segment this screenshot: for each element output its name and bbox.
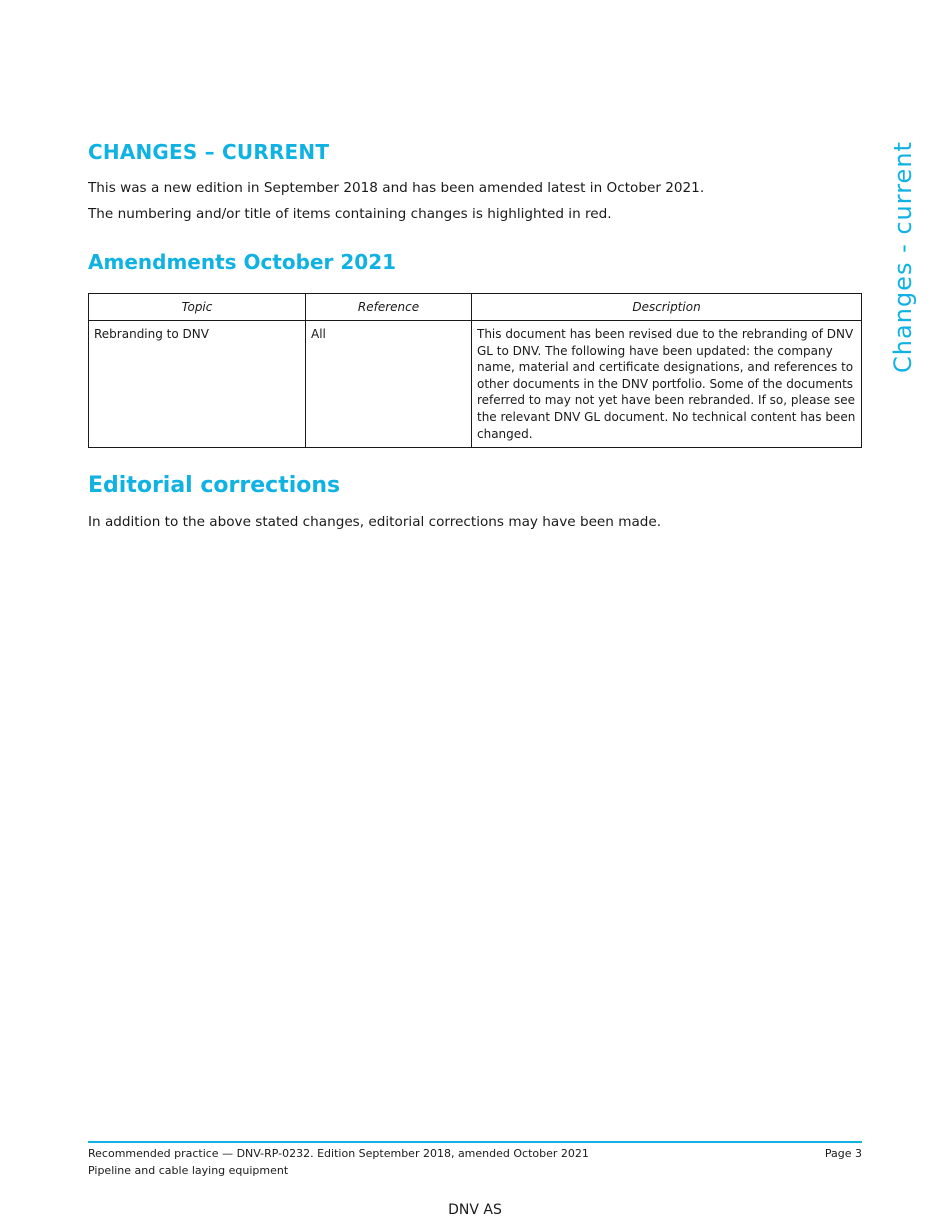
cell-topic: Rebranding to DNV [89,321,306,448]
intro-highlight-text: The numbering and/or title of items containing changes is highlighted in red. [88,206,612,222]
footer-divider [88,1141,862,1143]
editorial-heading: Editorial corrections [88,473,341,498]
footer-document-title: Pipeline and cable laying equipment [88,1164,289,1177]
amendments-table [88,293,862,448]
page-title: CHANGES – CURRENT [88,140,330,164]
column-header-topic: Topic [89,294,306,321]
footer-owner: DNV AS [448,1202,502,1218]
cell-reference: All [306,321,472,448]
table-header-row [89,294,862,321]
editorial-text: In addition to the above stated changes, editorial corrections may have been made. [88,514,662,530]
footer-page-number: Page 3 [824,1147,862,1160]
amendments-heading: Amendments October 2021 [88,250,397,274]
footer-document-info: Recommended practice — DNV-RP-0232. Edition September 2018, amended October 2021 [88,1147,589,1160]
cell-description: This document has been revised due to the rebranding of DNV GL to DNV. The following have been updated: the company name, material and certificate designations, and references to other documents in the DNV portfolio. Some of the documents referred to may not yet have been rebranded. If so, please see the relevant DNV GL document. No technical content has been changed. [472,321,862,448]
table-row [89,321,862,448]
intro-edition-text: This was a new edition in September 2018 and has been amended latest in October 2021. [88,180,705,196]
column-header-description: Description [472,294,862,321]
side-tab-label: Changes - current [889,141,917,373]
column-header-reference: Reference [306,294,472,321]
